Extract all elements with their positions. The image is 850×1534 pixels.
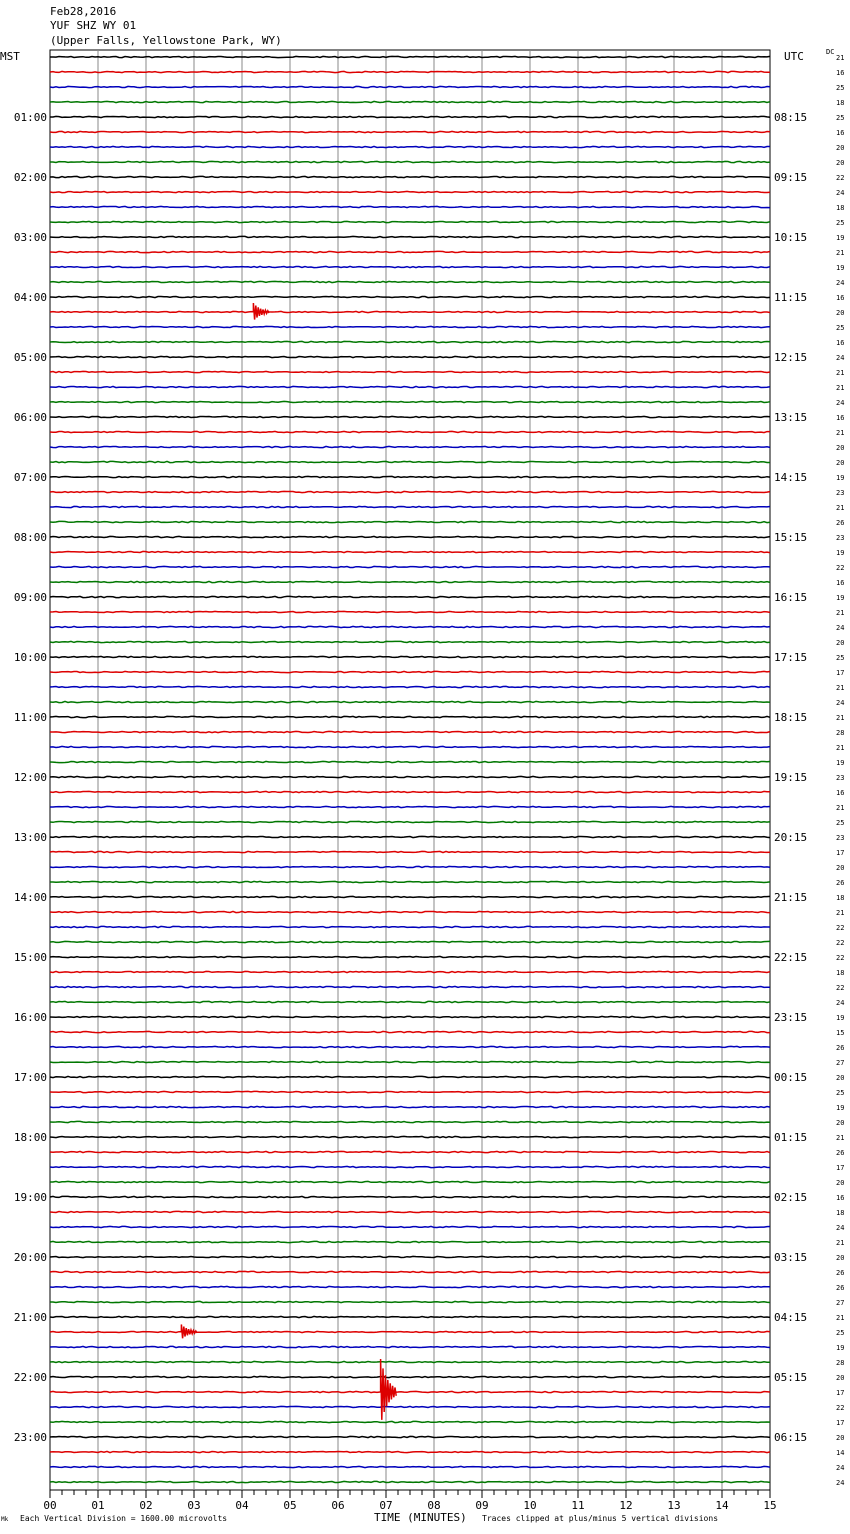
seismic-trace-row — [50, 446, 770, 447]
seismic-trace-row — [50, 476, 770, 477]
local-time-label: 14:00 — [13, 891, 47, 904]
dc-offset-value: 24 — [836, 279, 845, 287]
dc-offset-value: 16 — [836, 69, 845, 77]
seismic-trace-row — [50, 611, 770, 612]
dc-offset-value: 19 — [836, 264, 845, 272]
local-time-label: 01:00 — [13, 111, 47, 124]
x-tick-label: 07 — [379, 1499, 393, 1512]
seismic-trace-row — [50, 716, 770, 717]
seismic-trace-row — [50, 806, 770, 807]
dc-offset-value: 27 — [836, 1059, 845, 1067]
seismic-trace-row — [50, 296, 770, 297]
local-time-label: 06:00 — [13, 411, 47, 424]
dc-offset-value: 21 — [836, 804, 845, 812]
dc-offset-value: 21 — [836, 504, 845, 512]
seismic-trace-row — [50, 1391, 770, 1392]
dc-offset-value: 22 — [836, 564, 845, 572]
seismic-trace-row — [50, 731, 770, 732]
dc-offset-value: 23 — [836, 489, 845, 497]
x-tick-label: 02 — [139, 1499, 153, 1512]
seismic-trace-row — [50, 401, 770, 402]
seismic-trace-row — [50, 221, 770, 222]
seismic-trace-row — [50, 491, 770, 492]
dc-offset-value: 25 — [836, 1089, 845, 1097]
dc-offset-value: 28 — [836, 729, 845, 737]
seismic-trace-row — [50, 1001, 770, 1002]
dc-offset-value: 18 — [836, 204, 845, 212]
local-time-label: 23:00 — [13, 1431, 47, 1444]
seismic-trace-row — [50, 86, 770, 87]
utc-time-label: 22:15 — [774, 951, 808, 964]
station-location: (Upper Falls, Yellowstone Park, WY) — [50, 34, 282, 47]
seismic-trace-row — [50, 356, 770, 357]
seismic-trace-row — [50, 626, 770, 627]
dc-offset-value: 25 — [836, 219, 845, 227]
dc-offset-value: 16 — [836, 1194, 845, 1202]
dc-offset-value: 16 — [836, 789, 845, 797]
dc-offset-value: 17 — [836, 1389, 845, 1397]
dc-offset-value: 22 — [836, 939, 845, 947]
seismic-trace-row — [50, 1031, 770, 1032]
seismic-trace-row — [50, 281, 770, 282]
dc-offset-value: 18 — [836, 969, 845, 977]
dc-offset-value: 20 — [836, 1374, 845, 1382]
seismic-trace-row — [50, 536, 770, 537]
seismic-trace-row — [50, 311, 770, 312]
dc-offset-value: 26 — [836, 1149, 845, 1157]
seismic-trace-row — [50, 1376, 770, 1377]
seismic-trace-row — [50, 341, 770, 342]
dc-offset-value: 22 — [836, 984, 845, 992]
local-time-label: 20:00 — [13, 1251, 47, 1264]
seismic-trace-row — [50, 551, 770, 552]
dc-offset-value: 17 — [836, 849, 845, 857]
seismic-trace-row — [50, 686, 770, 687]
seismic-trace-row — [50, 191, 770, 192]
utc-time-label: 16:15 — [774, 591, 808, 604]
dc-offset-value: 24 — [836, 624, 845, 632]
local-time-label: 19:00 — [13, 1191, 47, 1204]
scale-note: Each Vertical Division = 1600.00 microvolts — [20, 1514, 228, 1523]
seismic-trace-row — [50, 1451, 770, 1452]
dc-offset-value: 19 — [836, 759, 845, 767]
seismic-trace-row — [50, 161, 770, 162]
seismic-trace-row — [50, 956, 770, 957]
seismic-trace-row — [50, 1016, 770, 1017]
dc-offset-value: 26 — [836, 1044, 845, 1052]
seismic-trace-row — [50, 866, 770, 867]
local-time-label: 21:00 — [13, 1311, 47, 1324]
dc-offset-value: 20 — [836, 1074, 845, 1082]
dc-offset-value: 20 — [836, 309, 845, 317]
seismic-trace-row — [50, 701, 770, 702]
dc-offset-value: 20 — [836, 144, 845, 152]
dc-offset-value: 21 — [836, 1239, 845, 1247]
seismic-trace-row — [50, 1091, 770, 1092]
utc-time-label: 18:15 — [774, 711, 808, 724]
dc-offset-value: 24 — [836, 999, 845, 1007]
dc-offset-value: 25 — [836, 1329, 845, 1337]
seismic-trace-row — [50, 911, 770, 912]
utc-time-label: 09:15 — [774, 171, 808, 184]
seismic-trace-row — [50, 671, 770, 672]
seismic-trace-row — [50, 776, 770, 777]
x-tick-label: 01 — [91, 1499, 105, 1512]
dc-offset-value: 20 — [836, 1254, 845, 1262]
seismic-trace-row — [50, 1211, 770, 1212]
x-tick-label: 03 — [187, 1499, 201, 1512]
dc-offset-value: 25 — [836, 114, 845, 122]
seismic-trace-row — [50, 1076, 770, 1077]
seismic-trace-row — [50, 1331, 770, 1332]
utc-time-label: 00:15 — [774, 1071, 808, 1084]
local-time-label: 02:00 — [13, 171, 47, 184]
local-time-label: 17:00 — [13, 1071, 47, 1084]
local-time-label: 22:00 — [13, 1371, 47, 1384]
dc-offset-value: 25 — [836, 324, 845, 332]
seismic-trace-row — [50, 986, 770, 987]
dc-offset-value: 20 — [836, 459, 845, 467]
dc-offset-value: 21 — [836, 609, 845, 617]
seismic-trace-row — [50, 1286, 770, 1287]
dc-offset-value: 20 — [836, 1179, 845, 1187]
seismic-trace-row — [50, 236, 770, 237]
dc-offset-value: 19 — [836, 234, 845, 242]
dc-offset-value: 27 — [836, 1299, 845, 1307]
dc-offset-value: 15 — [836, 1029, 845, 1037]
utc-time-label: 19:15 — [774, 771, 808, 784]
seismic-trace-row — [50, 1406, 770, 1407]
seismic-trace-row — [50, 821, 770, 822]
dc-offset-value: 22 — [836, 954, 845, 962]
dc-offset-value: 21 — [836, 684, 845, 692]
seismic-trace-row — [50, 971, 770, 972]
seismic-trace-row — [50, 101, 770, 102]
dc-offset-value: 25 — [836, 84, 845, 92]
utc-time-label: 04:15 — [774, 1311, 808, 1324]
dc-offset-value: 21 — [836, 369, 845, 377]
station-code: YUF SHZ WY 01 — [50, 19, 137, 32]
dc-offset-value: 21 — [836, 1134, 845, 1142]
seismic-trace-row — [50, 641, 770, 642]
seismic-trace-row — [50, 1166, 770, 1167]
dc-offset-value: 25 — [836, 654, 845, 662]
seismic-trace-row — [50, 941, 770, 942]
dc-offset-value: 16 — [836, 339, 845, 347]
local-time-label: 11:00 — [13, 711, 47, 724]
seismic-trace-row — [50, 656, 770, 657]
seismic-trace-row — [50, 1181, 770, 1182]
dc-offset-value: 21 — [836, 909, 845, 917]
x-tick-label: 00 — [43, 1499, 57, 1512]
x-tick-label: 05 — [283, 1499, 297, 1512]
seismic-trace-row — [50, 926, 770, 927]
seismic-trace-row — [50, 1106, 770, 1107]
x-tick-label: 11 — [571, 1499, 585, 1512]
utc-time-label: 12:15 — [774, 351, 808, 364]
dc-offset-value: 21 — [836, 429, 845, 437]
x-tick-label: 08 — [427, 1499, 441, 1512]
seismic-trace-row — [50, 1151, 770, 1152]
utc-time-label: 13:15 — [774, 411, 808, 424]
dc-offset-value: 19 — [836, 1344, 845, 1352]
local-time-label: 07:00 — [13, 471, 47, 484]
dc-offset-value: 19 — [836, 594, 845, 602]
seismic-trace-row — [50, 746, 770, 747]
clip-note: Traces clipped at plus/minus 5 vertical divisions — [482, 1514, 719, 1523]
x-tick-label: 06 — [331, 1499, 345, 1512]
dc-offset-value: 17 — [836, 1164, 845, 1172]
dc-offset-value: 24 — [836, 399, 845, 407]
x-tick-label: 14 — [715, 1499, 729, 1512]
seismic-trace-row — [50, 146, 770, 147]
seismic-trace-row — [50, 1361, 770, 1362]
dc-offset-value: 26 — [836, 879, 845, 887]
seismic-trace-row — [50, 506, 770, 507]
dc-offset-value: 21 — [836, 714, 845, 722]
dc-offset-value: 23 — [836, 774, 845, 782]
seismic-trace-row — [50, 791, 770, 792]
seismic-trace-row — [50, 1136, 770, 1137]
seismic-trace-row — [50, 116, 770, 117]
seismic-trace-row — [50, 386, 770, 387]
dc-offset-value: 20 — [836, 639, 845, 647]
seismic-trace-row — [50, 1196, 770, 1197]
utc-time-label: 05:15 — [774, 1371, 808, 1384]
dc-offset-value: 16 — [836, 414, 845, 422]
seismic-trace-row — [50, 461, 770, 462]
seismic-trace-row — [50, 596, 770, 597]
utc-time-label: 01:15 — [774, 1131, 808, 1144]
seismic-trace-row — [50, 371, 770, 372]
footer-mark: Mk — [1, 1516, 9, 1523]
local-time-label: 04:00 — [13, 291, 47, 304]
utc-time-label: 20:15 — [774, 831, 808, 844]
seismic-trace-row — [50, 1271, 770, 1272]
seismic-trace-row — [50, 896, 770, 897]
dc-offset-value: 18 — [836, 99, 845, 107]
seismic-trace-row — [50, 1061, 770, 1062]
dc-column-label: DC — [826, 48, 835, 56]
seismic-trace-row — [50, 266, 770, 267]
dc-offset-value: 18 — [836, 894, 845, 902]
dc-offset-value: 21 — [836, 744, 845, 752]
utc-time-label: 08:15 — [774, 111, 808, 124]
local-time-label: 09:00 — [13, 591, 47, 604]
seismic-trace-row — [50, 1481, 770, 1482]
seismic-trace-row — [50, 1046, 770, 1047]
seismic-trace-row — [50, 1436, 770, 1437]
seismic-trace-row — [50, 131, 770, 132]
dc-offset-value: 16 — [836, 579, 845, 587]
dc-offset-value: 16 — [836, 129, 845, 137]
dc-offset-value: 20 — [836, 444, 845, 452]
x-tick-label: 04 — [235, 1499, 249, 1512]
dc-offset-value: 21 — [836, 54, 845, 62]
dc-offset-value: 20 — [836, 1434, 845, 1442]
dc-offset-value: 17 — [836, 1419, 845, 1427]
seismic-trace-row — [50, 1121, 770, 1122]
seismic-trace-row — [50, 1466, 770, 1467]
plot-date: Feb28,2016 — [50, 5, 117, 18]
seismic-trace-row — [50, 416, 770, 417]
seismic-trace-row — [50, 581, 770, 582]
dc-offset-value: 24 — [836, 1479, 845, 1487]
seismic-trace-row — [50, 851, 770, 852]
x-tick-label: 12 — [619, 1499, 633, 1512]
utc-time-label: 03:15 — [774, 1251, 808, 1264]
dc-offset-value: 22 — [836, 1404, 845, 1412]
seismic-trace-row — [50, 251, 770, 252]
local-timezone-label: MST — [0, 50, 20, 63]
x-tick-label: 13 — [667, 1499, 681, 1512]
seismic-trace-row — [50, 761, 770, 762]
seismic-trace-row — [50, 1316, 770, 1317]
dc-offset-value: 26 — [836, 1284, 845, 1292]
seismic-trace-row — [50, 206, 770, 207]
seismic-trace-row — [50, 1256, 770, 1257]
seismic-trace-row — [50, 836, 770, 837]
dc-offset-value: 21 — [836, 384, 845, 392]
utc-timezone-label: UTC — [784, 50, 804, 63]
x-tick-label: 09 — [475, 1499, 489, 1512]
seismic-trace-row — [50, 1301, 770, 1302]
dc-offset-value: 17 — [836, 669, 845, 677]
dc-offset-value: 24 — [836, 354, 845, 362]
dc-offset-value: 20 — [836, 1119, 845, 1127]
dc-offset-value: 21 — [836, 1314, 845, 1322]
local-time-label: 12:00 — [13, 771, 47, 784]
seismic-trace-row — [50, 431, 770, 432]
utc-time-label: 02:15 — [774, 1191, 808, 1204]
x-axis-label: TIME (MINUTES) — [374, 1511, 467, 1524]
local-time-label: 13:00 — [13, 831, 47, 844]
seismic-trace-row — [50, 326, 770, 327]
seismic-event — [381, 1359, 397, 1420]
utc-time-label: 14:15 — [774, 471, 808, 484]
dc-offset-value: 19 — [836, 1014, 845, 1022]
dc-offset-value: 26 — [836, 1269, 845, 1277]
dc-offset-value: 24 — [836, 1224, 845, 1232]
dc-offset-value: 16 — [836, 294, 845, 302]
dc-offset-value: 28 — [836, 1359, 845, 1367]
x-tick-label: 10 — [523, 1499, 537, 1512]
utc-time-label: 21:15 — [774, 891, 808, 904]
utc-time-label: 10:15 — [774, 231, 808, 244]
seismic-trace-row — [50, 1346, 770, 1347]
local-time-label: 05:00 — [13, 351, 47, 364]
seismic-trace-row — [50, 881, 770, 882]
x-tick-label: 15 — [763, 1499, 777, 1512]
utc-time-label: 17:15 — [774, 651, 808, 664]
seismic-trace-row — [50, 71, 770, 72]
dc-offset-value: 19 — [836, 549, 845, 557]
utc-time-label: 11:15 — [774, 291, 808, 304]
utc-time-label: 15:15 — [774, 531, 808, 544]
seismic-trace-row — [50, 1241, 770, 1242]
seismic-trace-row — [50, 56, 770, 57]
dc-offset-value: 24 — [836, 699, 845, 707]
local-time-label: 16:00 — [13, 1011, 47, 1024]
dc-offset-value: 20 — [836, 159, 845, 167]
seismic-trace-row — [50, 521, 770, 522]
dc-offset-value: 23 — [836, 534, 845, 542]
dc-offset-value: 20 — [836, 864, 845, 872]
dc-offset-value: 19 — [836, 474, 845, 482]
local-time-label: 03:00 — [13, 231, 47, 244]
dc-offset-value: 22 — [836, 924, 845, 932]
dc-offset-value: 22 — [836, 174, 845, 182]
seismic-trace-row — [50, 566, 770, 567]
local-time-label: 10:00 — [13, 651, 47, 664]
dc-offset-value: 19 — [836, 1104, 845, 1112]
local-time-label: 18:00 — [13, 1131, 47, 1144]
utc-time-label: 06:15 — [774, 1431, 808, 1444]
utc-time-label: 23:15 — [774, 1011, 808, 1024]
local-time-label: 08:00 — [13, 531, 47, 544]
dc-offset-value: 23 — [836, 834, 845, 842]
dc-offset-value: 26 — [836, 519, 845, 527]
local-time-label: 15:00 — [13, 951, 47, 964]
dc-offset-value: 24 — [836, 1464, 845, 1472]
dc-offset-value: 25 — [836, 819, 845, 827]
dc-offset-value: 14 — [836, 1449, 845, 1457]
seismic-trace-row — [50, 1226, 770, 1227]
seismic-trace-row — [50, 1421, 770, 1422]
dc-offset-value: 24 — [836, 189, 845, 197]
seismic-trace-row — [50, 176, 770, 177]
dc-offset-value: 18 — [836, 1209, 845, 1217]
dc-offset-value: 21 — [836, 249, 845, 257]
